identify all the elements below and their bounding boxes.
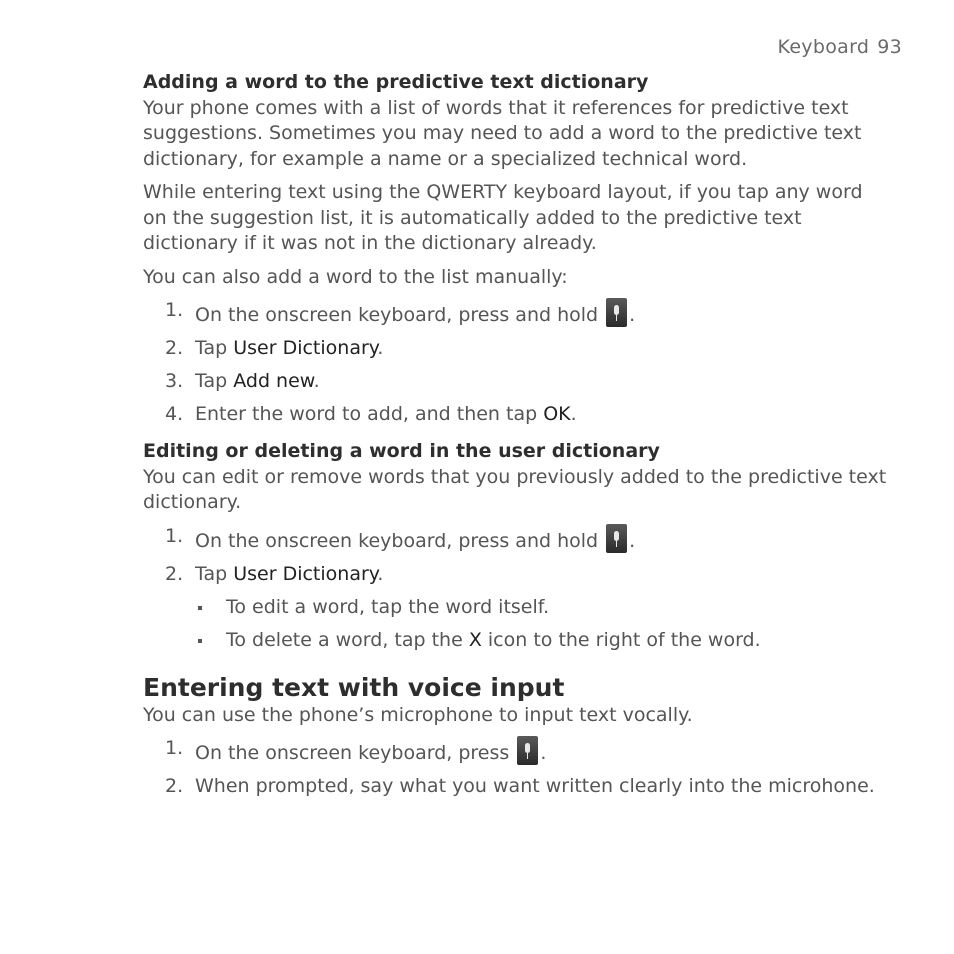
paragraph: You can use the phone’s microphone to input text vocally. xyxy=(143,703,693,726)
step-number: 3. xyxy=(165,370,184,392)
ui-term: User Dictionary xyxy=(233,337,378,359)
page-content xyxy=(143,70,888,807)
step-text: Tap xyxy=(195,337,234,359)
step-text: Tap xyxy=(195,370,234,392)
steps-list xyxy=(143,298,888,428)
step-text-end: . xyxy=(629,304,636,326)
step-number: 2. xyxy=(165,337,184,359)
step-text: On the onscreen keyboard, press and hold xyxy=(195,529,605,552)
list-item xyxy=(143,298,888,329)
bullet-item xyxy=(143,595,888,621)
step-number: 2. xyxy=(165,775,184,797)
step-text-end: . xyxy=(313,370,320,392)
step-number: 1. xyxy=(165,524,184,547)
bullet-icon xyxy=(198,639,202,643)
page-number: 93 xyxy=(877,36,902,58)
list-item xyxy=(143,336,888,362)
paragraph: Your phone comes with a list of words that it references for predictive text suggestions. Sometimes you may need to add a word to the predictive text dictionary, for example a name or a specialized technical word. xyxy=(143,96,862,170)
ui-term: Add new xyxy=(233,370,314,392)
step-number: 4. xyxy=(165,403,184,425)
microphone-key-icon xyxy=(606,524,627,553)
step-number: 2. xyxy=(165,562,184,585)
step-number: 1. xyxy=(165,299,184,321)
paragraph: While entering text using the QWERTY keyboard layout, if you tap any word on the suggestion list, it is automatically added to the predictive text dictionary if it was not in the dictionary already. xyxy=(143,181,863,254)
list-item xyxy=(143,524,888,555)
list-item xyxy=(143,402,888,428)
paragraph: You can edit or remove words that you previously added to the predictive text dictionary. xyxy=(143,465,887,513)
microphone-key-icon xyxy=(517,736,538,765)
page-header xyxy=(778,36,903,58)
bullet-text: To edit a word, tap the word itself. xyxy=(226,595,550,618)
step-number: 1. xyxy=(165,737,184,759)
step-text-end: . xyxy=(629,529,636,552)
step-text: On the onscreen keyboard, press and hold xyxy=(195,304,605,326)
step-text-end: . xyxy=(377,562,384,585)
step-text: Tap xyxy=(195,562,234,585)
section-heading-voice-input: Entering text with voice input xyxy=(143,672,565,702)
step-text-end: . xyxy=(570,403,577,425)
bullet-icon xyxy=(198,606,202,610)
steps-list xyxy=(143,524,888,588)
bullet-item xyxy=(143,628,888,654)
bullet-text: To delete a word, tap the xyxy=(226,628,469,651)
list-item xyxy=(143,562,888,588)
step-text: When prompted, say what you want written clearly into the microhone. xyxy=(195,775,875,797)
paragraph: You can also add a word to the list manually: xyxy=(143,265,568,288)
step-text: Enter the word to add, and then tap xyxy=(195,403,544,425)
list-item xyxy=(143,736,888,767)
ui-term: OK xyxy=(543,403,571,425)
list-item xyxy=(143,369,888,395)
steps-list xyxy=(143,736,888,800)
step-text-end: . xyxy=(377,337,384,359)
section-heading-editing-word: Editing or deleting a word in the user dictionary xyxy=(143,440,660,462)
section-name: Keyboard xyxy=(777,36,870,58)
microphone-key-icon xyxy=(606,298,627,327)
bullet-text-end: icon to the right of the word. xyxy=(481,628,761,651)
ui-term: User Dictionary xyxy=(233,562,378,585)
ui-term: X xyxy=(468,628,482,651)
list-item xyxy=(143,774,888,800)
step-text-end: . xyxy=(540,742,547,764)
section-heading-adding-word: Adding a word to the predictive text dictionary xyxy=(143,71,649,93)
step-text: On the onscreen keyboard, press xyxy=(195,742,516,764)
bullet-list xyxy=(143,595,888,654)
